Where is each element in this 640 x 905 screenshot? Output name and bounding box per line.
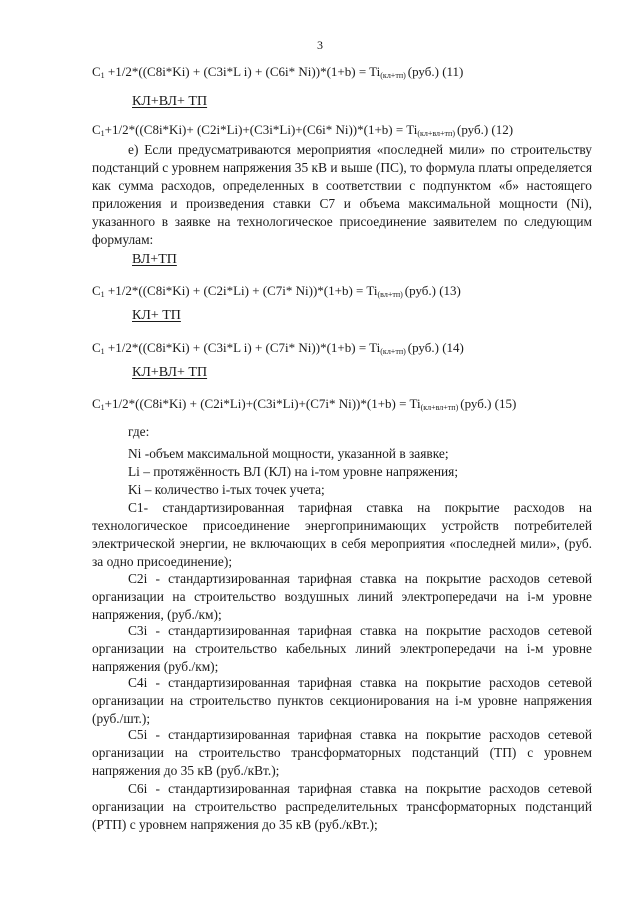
formula-12: $C_1+1/2*((C8i*Ki)+ (C2i*Li)+(C3i*Li)+(C6i*$ $Ni))*(1+b) = Ti_{(кл+вл+тп)}$ (руб.) (12) bbox=[92, 122, 514, 138]
formula-11-body: +1/2*((C8i*Ki) + (C3i*L i) + (C6i* Ni))*(1+b) = Ti bbox=[107, 64, 381, 79]
formula-13: $C_1 +1/2*((C8i*Ki) + (C2i*Li) + (C7i*$ $Ni))*(1+b) = Ti_{(вл+тп)}$ (руб.) (13) bbox=[92, 283, 461, 299]
definition-ki: Ki – количество i-тых точек учета; bbox=[128, 482, 325, 497]
heading-kl-vl-tp-1: КЛ+ВЛ+ ТП bbox=[132, 94, 208, 109]
formula-13-sub: (вл+тп) bbox=[377, 290, 403, 299]
formula-15: $C_1+1/2*((C8i*Ki) + (C2i*Li)+(C3i*Li)+(C7i*$ $Ni))*(1+b) = Ti_{(кл+вл+тп)}$ (руб.) (15) bbox=[92, 396, 517, 412]
formula-13-tail: (руб.) (13) bbox=[404, 283, 461, 298]
formula-11-sub: (кл+тп) bbox=[380, 71, 406, 80]
heading-kl-vl-tp-2: КЛ+ВЛ+ ТП bbox=[132, 365, 208, 380]
definition-ni: Ni -объем максимальной мощности, указанной в заявке; bbox=[128, 446, 449, 461]
definition-c3: С3i - стандартизированная тарифная ставка на покрытие расходов сетевой организации на строительство кабельных линий электропередачи на i-м уровне напряжения (руб./км); bbox=[92, 623, 592, 674]
formula-12-sub: (кл+вл+тп) bbox=[417, 129, 455, 138]
definition-c4: С4i - стандартизированная тарифная ставка на покрытие расходов сетевой организации на строительство пунктов секционирования на i-м уровне напряжения (руб./шт.); bbox=[92, 675, 592, 726]
formula-11-tail: (руб.) (11) bbox=[407, 64, 464, 79]
definition-c6: С6i - стандартизированная тарифная ставка на покрытие расходов сетевой организации на строительство распределительных трансформаторных подстанций (РТП) с уровнем напряжения до 35 кВ (руб./кВт.); bbox=[92, 781, 592, 832]
formula-14-tail: (руб.) (14) bbox=[407, 340, 464, 355]
formula-15-sub: (кл+вл+тп) bbox=[420, 403, 459, 412]
formula-14-body: +1/2*((C8i*Ki) + (C3i*L i) + (C7i* Ni))*(1+b) = Ti bbox=[107, 340, 381, 355]
heading-vl-tp: ВЛ+ТП bbox=[132, 252, 177, 267]
where-label: где: bbox=[128, 424, 150, 439]
definition-c1: С1- стандартизированная тарифная ставка на покрытие расходов на технологическое присоединение энергопринимающих устройств потребителей электрической энергии, не включающих в себя мероприятия «последней мили», (руб. за одно присоединение); bbox=[92, 500, 592, 569]
definition-c2: С2i - стандартизированная тарифная ставка на покрытие расходов сетевой организации на строительство воздушных линий электропередачи на i-м уровне напряжения, (руб./км); bbox=[92, 571, 592, 622]
formula-15-tail: (руб.) (15) bbox=[460, 396, 517, 411]
formula-11: $C_1 +1/2*((C8i*Ki) + (C3i*L$ i) + (C6i* $Ni))*(1+b) = Ti_{(кл+тп)}$ (руб.) (11) bbox=[92, 64, 464, 80]
definition-c5: С5i - стандартизированная тарифная ставка на покрытие расходов сетевой организации на строительство трансформаторных подстанций (ТП) с уровнем напряжения до 35 кВ (руб./кВт.); bbox=[92, 727, 592, 778]
heading-kl-tp: КЛ+ ТП bbox=[132, 308, 181, 323]
paragraph-e: е) Если предусматриваются мероприятия «последней мили» по строительству подстанций с уровнем напряжения 35 кВ и выше (ПС), то формула платы определяется как сумма расходов, определенных в соответствии с подпунктом «б» настоящего приложения и произведения ставки С7 и объема максимальной мощности (Ni), указанного в заявке на технологическое присоединение заявителем по следующим формулам: bbox=[92, 142, 592, 247]
formula-14: $C_1 +1/2*((C8i*Ki) + (C3i*L$ i) + (C7i* $Ni))*(1+b) = Ti_{(кл+тп)}$ (руб.) (14) bbox=[92, 340, 464, 356]
formula-15-body: +1/2*((C8i*Ki) + (C2i*Li)+(C3i*Li)+(C7i* Ni))*(1+b) = Ti bbox=[104, 396, 421, 411]
formula-12-body: +1/2*((C8i*Ki)+ (C2i*Li)+(C3i*Li)+(C6i* Ni))*(1+b) = Ti bbox=[104, 122, 418, 137]
page-number: 3 bbox=[317, 38, 323, 52]
definition-li: Li – протяжённость ВЛ (КЛ) на i-том уровне напряжения; bbox=[128, 464, 459, 479]
formula-13-body: +1/2*((C8i*Ki) + (C2i*Li) + (C7i* Ni))*(1+b) = Ti bbox=[107, 283, 378, 298]
formula-14-sub: (кл+тп) bbox=[380, 347, 406, 356]
formula-12-tail: (руб.) (12) bbox=[457, 122, 514, 137]
